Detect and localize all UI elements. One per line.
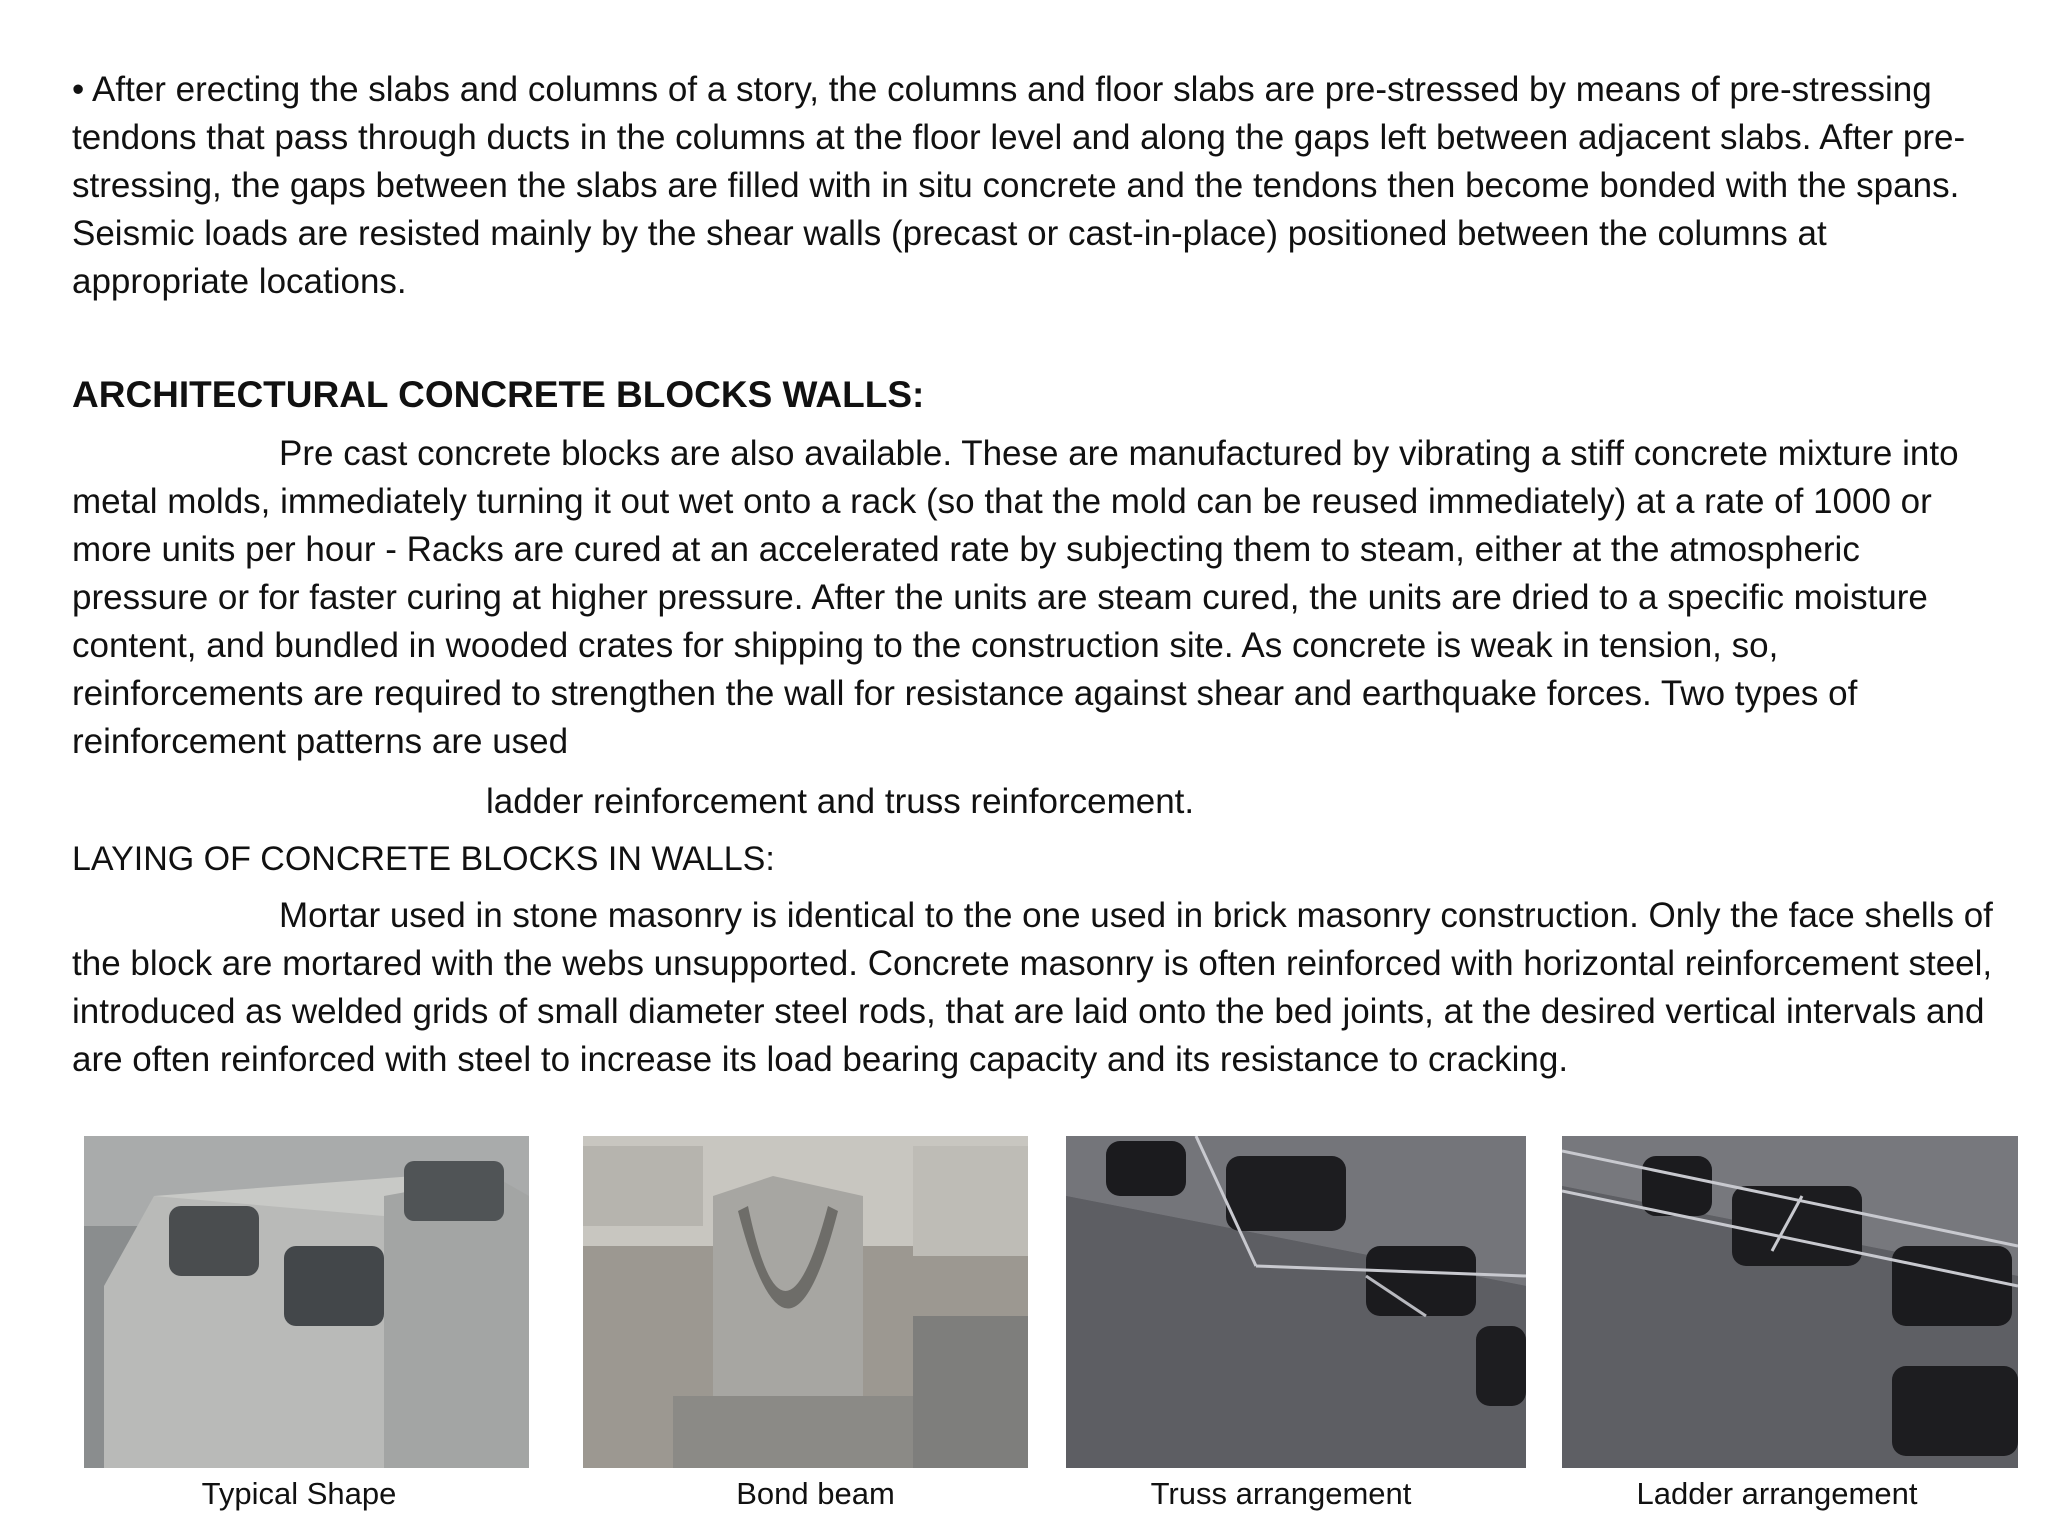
ladder-arrangement-photo — [1562, 1136, 2018, 1468]
concrete-blocks-paragraph: Pre cast concrete blocks are also available. These are manufactured by vibrating a stiff concrete mixture into metal molds, immediately turning it out wet onto a rack (so that the mold can be reused immediately) at a rate of 1000 or more units per hour - Racks are cured at an accelerated rate by subjecting them to steam, either at the atmospheric pressure or for faster curing at higher pressure. After the units are steam cured, the units are dried to a specific moisture content, and bundled in wooded crates for shipping to the construction site. As concrete is weak in tension, so, reinforcements are required to strengthen the wall for resistance against shear and earthquake forces. Two types of reinforcement patterns are used — [72, 434, 1959, 761]
figure-caption: Truss arrangement — [1150, 1476, 1412, 1511]
figure-caption: Bond beam — [736, 1476, 895, 1511]
laying-subheading: LAYING OF CONCRETE BLOCKS IN WALLS: — [72, 840, 775, 878]
reinforcement-types-line: ladder reinforcement and truss reinforcement. — [486, 782, 1195, 821]
truss-arrangement-photo — [1066, 1136, 1526, 1468]
typical-shape-photo — [84, 1136, 529, 1468]
laying-paragraph: Mortar used in stone masonry is identical to the one used in brick masonry construction. Only the face shells of the block are mortared with the webs unsupported. Concrete masonry is often reinforced with horizontal reinforcement steel, introduced as welded grids of small diameter steel rods, that are laid onto the bed joints, at the desired vertical intervals and are often reinforced with steel to increase its load bearing capacity and its resistance to cracking. — [72, 896, 1993, 1079]
section-heading: ARCHITECTURAL CONCRETE BLOCKS WALLS: — [72, 374, 925, 415]
figure-caption: Ladder arrangement — [1636, 1476, 1918, 1511]
figure-caption: Typical Shape — [201, 1476, 397, 1511]
bond-beam-photo — [583, 1136, 1028, 1468]
intro-paragraph: • After erecting the slabs and columns of a story, the columns and floor slabs are pre-stressed by means of pre-stressing tendons that pass through ducts in the columns at the floor level and along the gaps left between adjacent slabs. After pre-stressing, the gaps between the slabs are filled with in situ concrete and the tendons then become bonded with the spans. Seismic loads are resisted mainly by the shear walls (precast or cast-in-place) positioned between the columns at appropriate locations. — [72, 70, 1966, 301]
